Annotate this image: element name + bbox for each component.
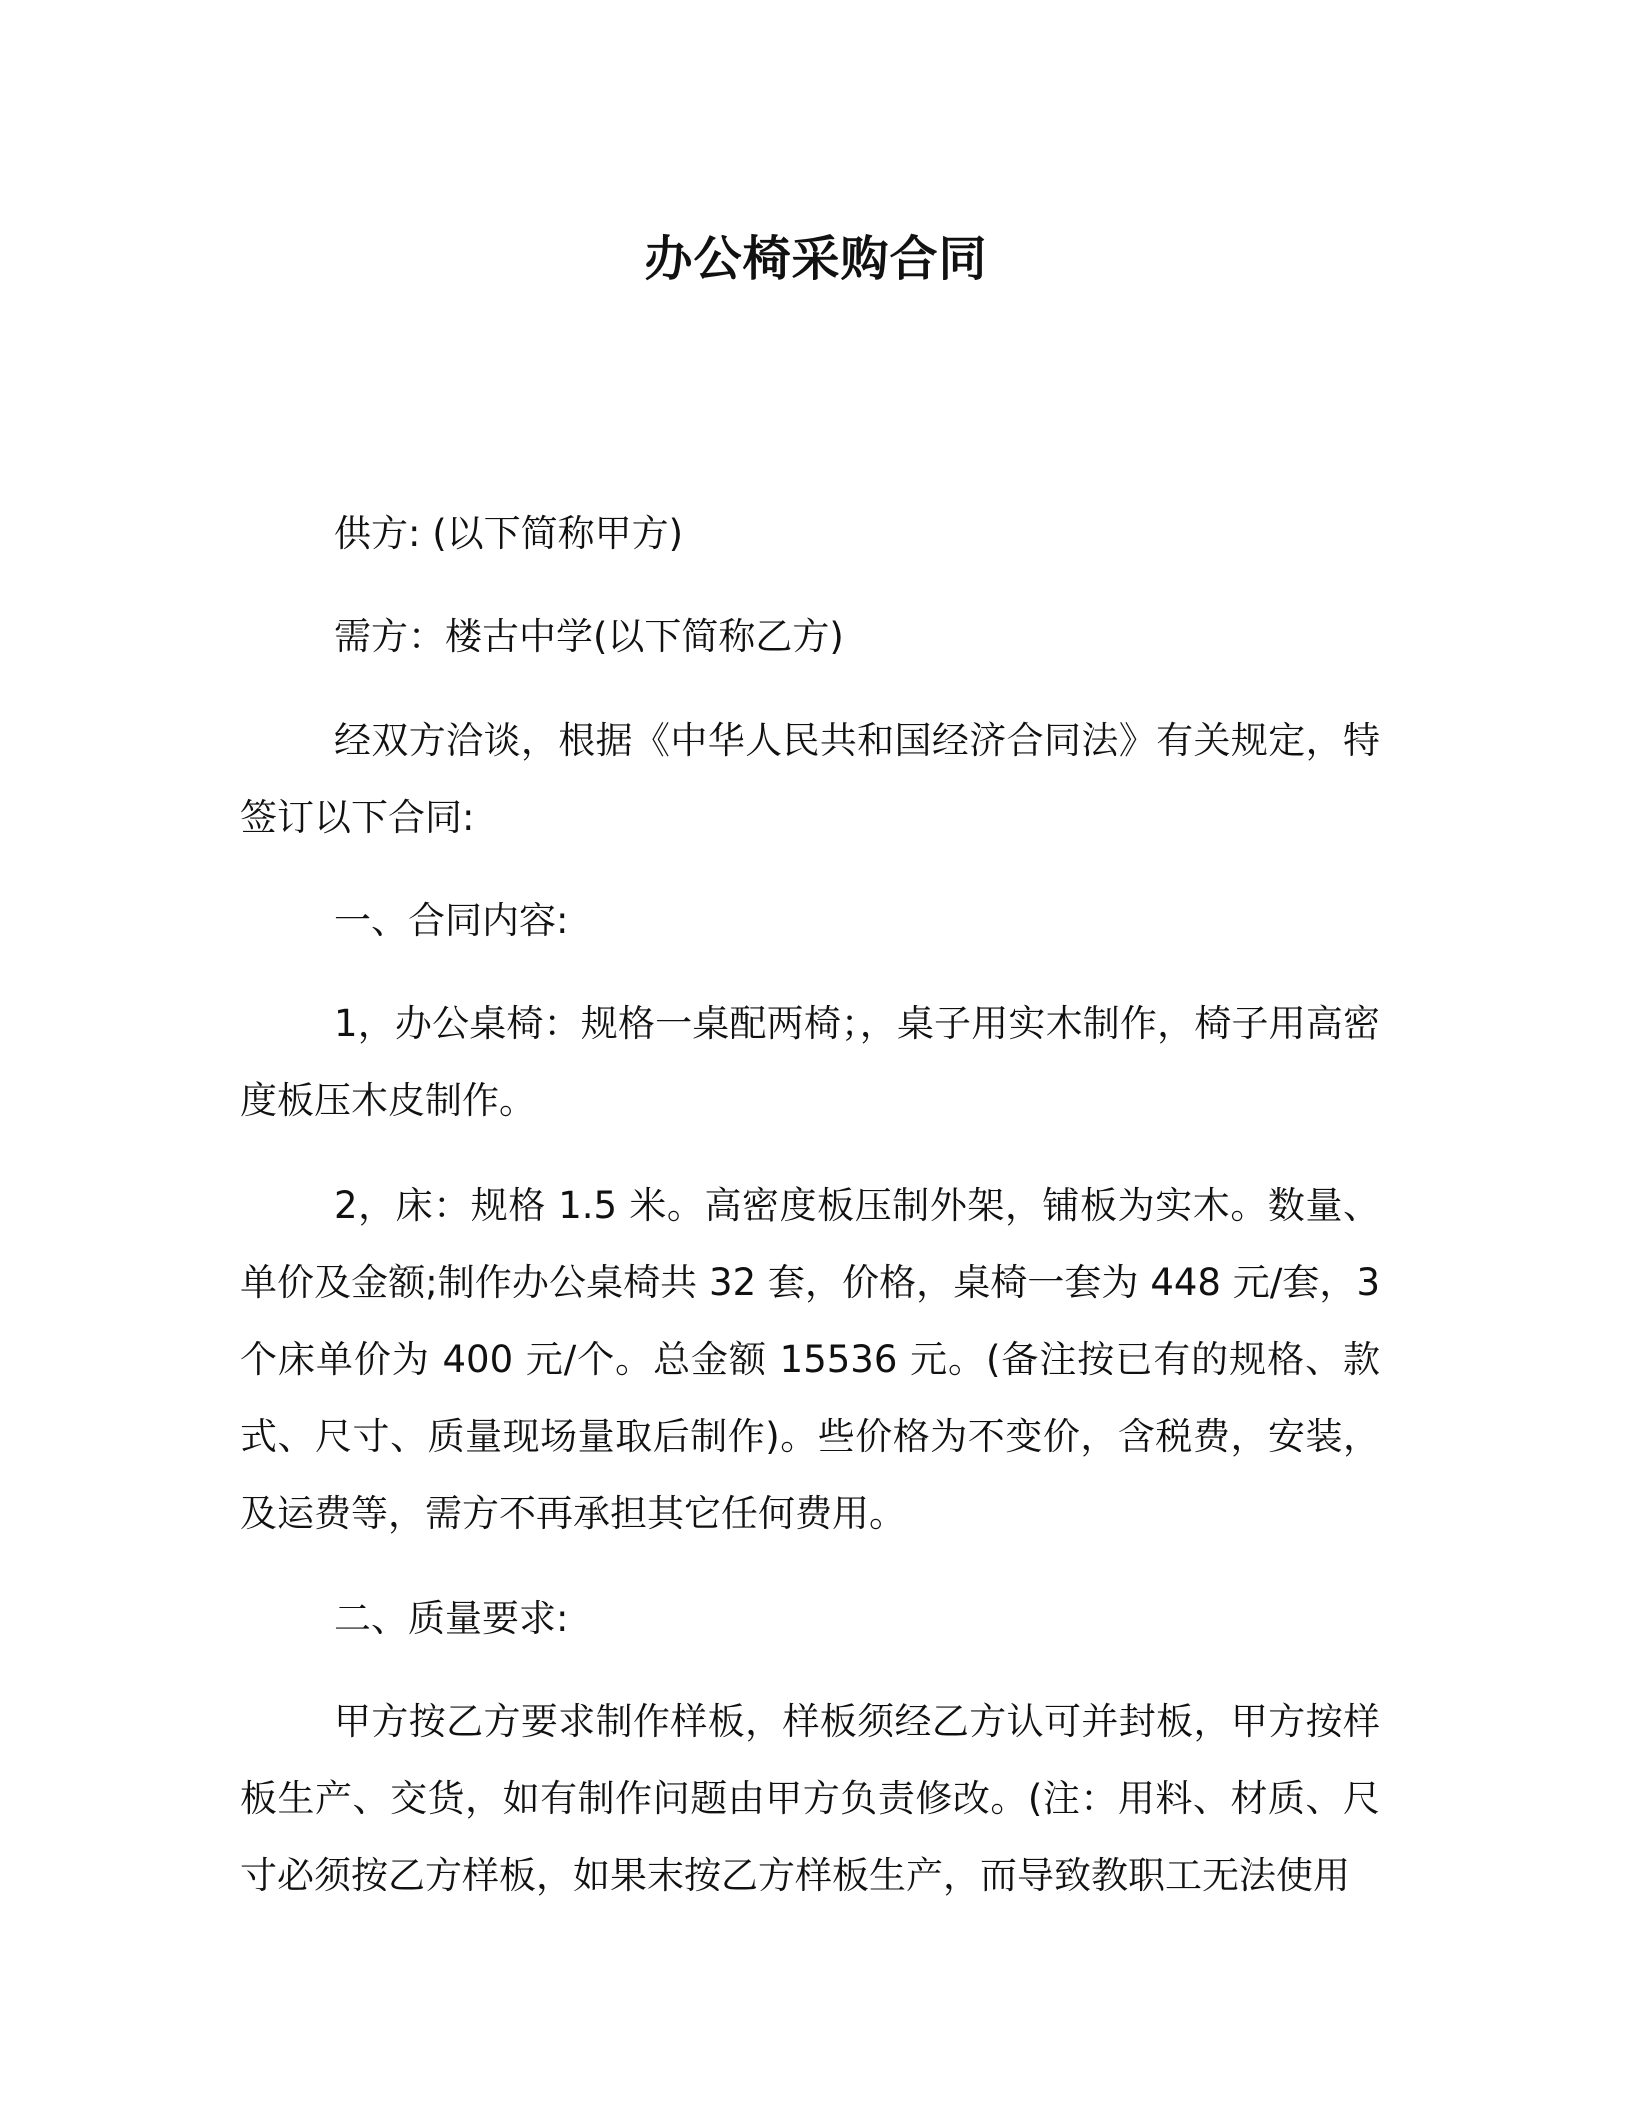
paragraph-supplier: 供方: (以下简称甲方) [334, 512, 684, 555]
paragraph-buyer: 需方：楼古中学(以下简称乙方) [334, 615, 844, 658]
paragraph-item-desk-chair: 1，办公桌椅：规格一桌配两椅；，桌子用实木制作，椅子用高密度板压木皮制作。 [240, 1002, 1380, 1122]
section-heading-quality: 二、质量要求: [334, 1597, 569, 1640]
paragraph-quality-requirements: 甲方按乙方要求制作样板，样板须经乙方认可并封板，甲方按样板生产、交货，如有制作问题由甲方负责修改。(注：用料、材质、尺寸必须按乙方样板，如果末按乙方样板生产，而导致教职工无法使用 [240, 1700, 1380, 1897]
document-title: 办公椅采购合同 [644, 231, 988, 287]
section-heading-contract-content: 一、合同内容: [334, 899, 569, 942]
paragraph-preamble: 经双方洽谈，根据《中华人民共和国经济合同法》有关规定，特签订以下合同: [240, 719, 1380, 839]
paragraph-item-bed: 2，床：规格 1.5 米。高密度板压制外架，铺板为实木。数量、单价及金额;制作办公桌椅共 32 套，价格，桌椅一套为 448 元/套，3 个床单价为 400 元/个。总金额 15536 元。(备注按已有的规格、款式、尺寸、质量现场量取后制作)。些价格为不变价，含税费，安装，及运费等，需方不再承担其它任何费用。 [240, 1184, 1380, 1535]
